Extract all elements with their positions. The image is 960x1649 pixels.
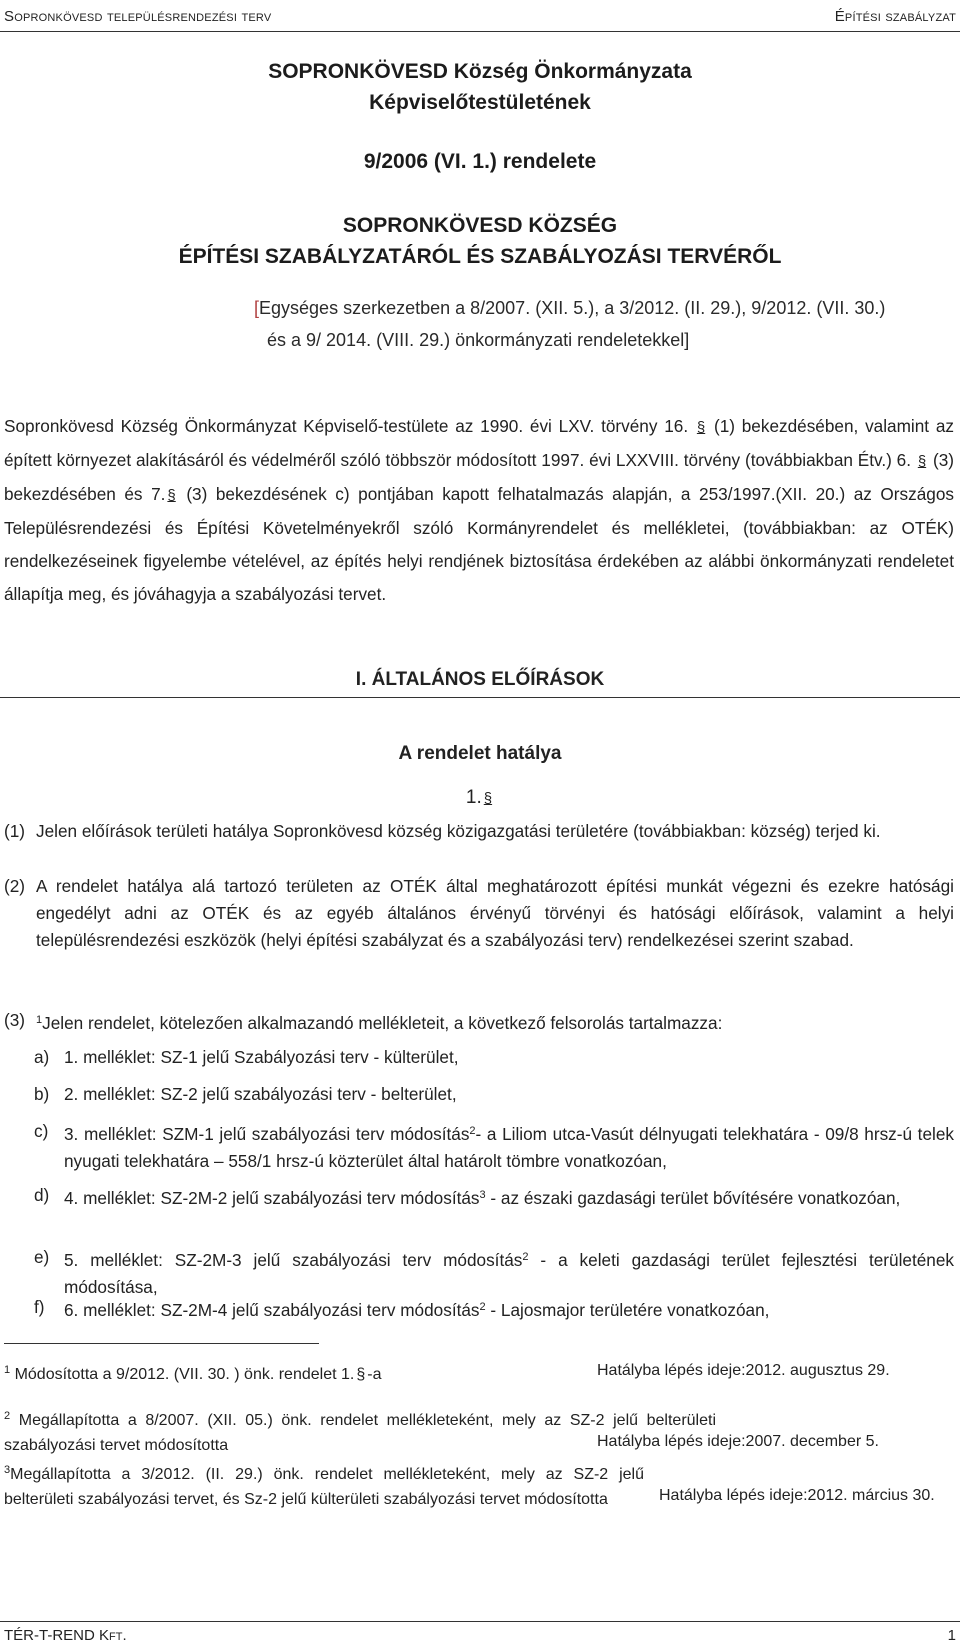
section-sign: § [167,487,176,504]
section-sign: § [917,453,927,470]
amendment-line-2: és a 9/ 2014. (VIII. 29.) önkormányzati rendeletekkel] [267,330,690,350]
footnote-number: 2 [4,1410,11,1422]
paragraph-2 [4,873,954,954]
header-right: Építési szabályzat [834,8,956,25]
title-line-5: ÉPÍTÉSI SZABÁLYZATÁRÓL ÉS SZABÁLYOZÁSI TERVÉRŐL [178,245,782,268]
section-heading: I. ÁLTALÁNOS ELŐÍRÁSOK [355,669,605,690]
list-item-label: a) [34,1047,50,1067]
paragraph-label: (2) [4,876,26,896]
list-item [34,1118,954,1175]
list-item-text-b: - Lajosmajor területére vonatkozóan, [485,1300,770,1320]
footnote-text: Megállapította a 3/2012. (II. 29.) önk. rendelet mellékleteként, mely az SZ-2 jelű belterületi szabályozási tervet, és Sz-2 jelű külterületi szabályozási tervet módosította [4,1466,644,1508]
list-item-text: 1. melléklet: SZ-1 jelű Szabályozási terv - külterület, [64,1047,459,1067]
section-subheading: A rendelet hatálya [398,743,562,764]
list-item-label: e) [34,1247,50,1267]
amendment-line-1 [254,298,885,319]
list-item-text-a: 3. melléklet: SZM-1 jelű szabályozási terv módosítás [64,1124,470,1144]
list-item-label: f) [34,1297,45,1317]
paragraph-number-text: 1. [465,787,482,808]
paragraph-text [36,1007,954,1037]
preamble-part-4: (3) bekezdésének c) pontjában kapott felhatalmazás alapján, a 253/1997.(XII. 20.) az Országos Településrendezési és Építési Követelményekről szóló Kormányrendelet és mellékletei, (továbbiakban: az OTÉK) rendelkezéseinek figyelembe vételével, az építés helyi rendjének biztosítása érdekében az alábbi önkormányzati rendeletet állapítja meg, és jóváhagyja a szabályozási tervet. [4,484,954,604]
list-item-text [64,1244,954,1301]
header-left: Sopronkövesd településrendezési terv [4,8,272,25]
paragraph-number [0,787,960,809]
footnote-text-b: -a [367,1366,382,1383]
list-item [34,1044,954,1071]
amendment-text-1: Egységes szerkezetben a 8/2007. (XII. 5.), a 3/2012. (II. 29.), 9/2012. (VII. 30.) [259,298,886,318]
footnote-number: 3 [4,1464,11,1476]
list-item-text: 2. melléklet: SZ-2 jelű szabályozási terv - belterület, [64,1084,457,1104]
paragraph-text: Jelen előírások területi hatálya Sopronkövesd község közigazgatási területére (továbbiakban: község) terjed ki. [36,821,881,841]
section-sign: § [483,790,493,807]
footnote-2 [4,1404,954,1458]
list-item-text [64,1182,954,1212]
footnote-effective-date: Hatályba lépés ideje:2007. december 5. [597,1433,879,1450]
footnote-rule [4,1343,319,1344]
paragraph-text-body: Jelen rendelet, kötelezően alkalmazandó mellékleteit, a következő felsorolás tartalmazza: [42,1013,723,1033]
bracket-open: [ [254,298,260,318]
preamble-part-2: (1) bekezdésében, valamint az épített környezet alakításáról és védelméről szóló többször módosított 1997. évi LXXVIII. törvény (továbbiakban Étv.) 6. [4,416,954,470]
footnote-3 [4,1458,954,1512]
footnote-number: 1 [4,1364,11,1376]
list-item [34,1244,954,1301]
list-item-text [64,1118,954,1175]
footnote-ref: 2 [522,1251,529,1263]
page-footer [4,1627,956,1644]
list-item [34,1081,954,1108]
list-item-text-b: - a keleti gazdasági terület fejlesztési területének módosítása, [64,1250,954,1297]
list-item-label: d) [34,1185,50,1205]
list-item [34,1182,954,1212]
footnote-ref: 2 [469,1125,476,1137]
list-item-label: b) [34,1084,50,1104]
footnote-effective-date: Hatályba lépés ideje:2012. augusztus 29. [597,1362,890,1379]
paragraph-3 [4,1007,954,1037]
footnote-ref: 1 [36,1014,43,1026]
footnote-text: Módosította a 9/2012. (VII. 30. ) önk. rendelet 1. [14,1366,355,1383]
preamble [4,410,954,611]
list-item-text-a: 5. melléklet: SZ-2M-3 jelű szabályozási terv módosítás [64,1250,523,1270]
section-sign: § [696,419,706,436]
section-rule [0,697,960,698]
preamble-part-1: Sopronkövesd Község Önkormányzat Képviselő-testülete az 1990. évi LXV. törvény 16. [4,416,689,436]
footnote-text: Megállapította a 8/2007. (XII. 05.) önk. rendelet mellékleteként, mely az SZ-2 jelű belterületi szabályozási tervet módosította [4,1412,717,1454]
preamble-part-3: (3) bekezdésében és 7. [4,450,954,504]
paragraph-1 [4,818,954,845]
footer-company: TÉR-T-REND Kft. [4,1627,127,1644]
paragraph-label: (3) [4,1010,26,1030]
page-number: 1 [947,1627,956,1644]
paragraph-text: A rendelet hatálya alá tartozó területen az OTÉK által meghatározott építési munkát végezni és ezekre hatósági engedélyt adni az OTÉK és az egyéb általános érvényű törvényi és hatósági előírások, valamint a helyi településrendezési eszközök (helyi építési szabályzat és a szabályozási terv) rendelkezései szerint szabad. [36,876,954,950]
list-item-text-b: - az északi gazdasági terület bővítésére vonatkozóan, [485,1188,901,1208]
list-item-text [64,1294,954,1324]
title-line-1: SOPRONKÖVESD Község Önkormányzata [268,60,692,83]
list-item-text-a: 4. melléklet: SZ-2M-2 jelű szabályozási terv módosítás [64,1188,480,1208]
list-item-text-a: 6. melléklet: SZ-2M-4 jelű szabályozási terv módosítás [64,1300,480,1320]
footnote-1 [4,1358,954,1387]
header-rule [0,31,960,32]
title-line-2: Képviselőtestületének [369,91,591,114]
title-line-3: 9/2006 (VI. 1.) rendelete [363,150,597,173]
list-item-text-b: - a Liliom utca-Vasút délnyugati telekhatára - 09/8 hrsz-ú telek nyugati telekhatára – 558/1 hrsz-ú közterület által határolt tömbre vonatkozóan, [64,1124,954,1171]
footer-rule [0,1621,960,1622]
footnote-ref: 2 [479,1301,486,1313]
title-line-4: SOPRONKÖVESD KÖZSÉG [342,214,618,237]
paragraph-label: (1) [4,821,26,841]
list-item [34,1294,954,1324]
running-header [4,8,956,30]
section-sign: § [356,1366,366,1383]
list-item-label: c) [34,1121,49,1141]
footnote-ref: 3 [479,1189,486,1201]
footnote-effective-date: Hatályba lépés ideje:2012. március 30. [659,1487,935,1504]
